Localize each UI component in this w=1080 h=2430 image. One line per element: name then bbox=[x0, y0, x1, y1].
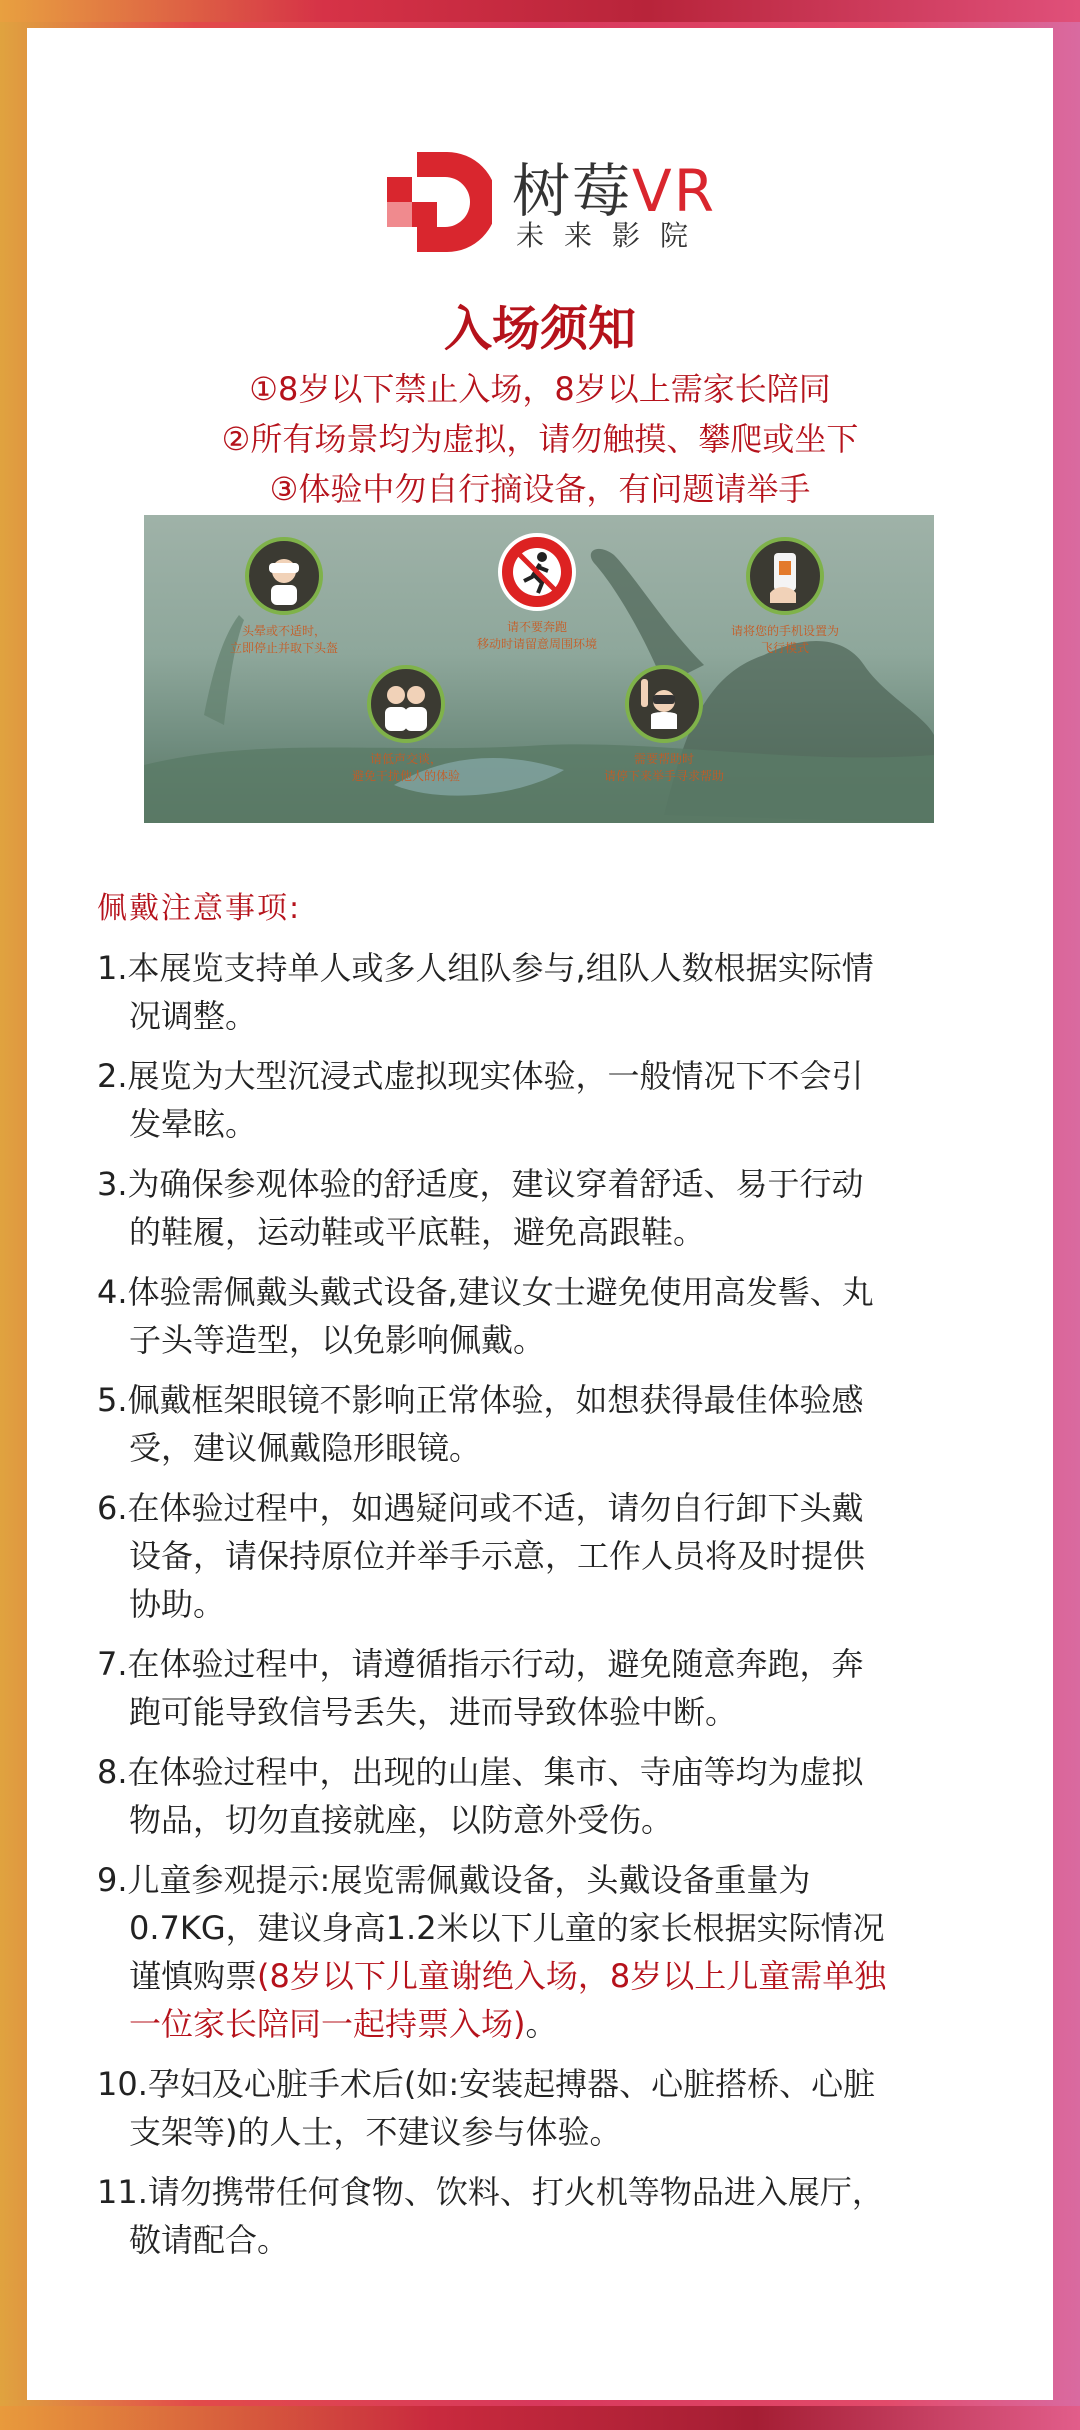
tip-caption: 请不要奔跑 移动时请留意周围环境 bbox=[476, 620, 597, 651]
item-line: 子头等造型，以免影响佩戴。 bbox=[129, 1321, 546, 1359]
list-item bbox=[97, 1376, 1017, 1472]
brand-subtitle: 未来影院 bbox=[516, 219, 709, 252]
item-line: 支架等)的人士，不建议参与体验。 bbox=[129, 2113, 622, 2151]
headset-remove-icon bbox=[245, 537, 323, 615]
tip-quiet bbox=[306, 665, 506, 785]
notice-rule-2: ②所有场景均为虚拟，请勿触摸、攀爬或坐下 bbox=[221, 420, 859, 458]
bottom-frame bbox=[0, 2406, 1080, 2430]
item-line: 5.佩戴框架眼镜不影响正常体验，如想获得最佳体验感 bbox=[97, 1381, 864, 1419]
item-line: 10.孕妇及心脏手术后(如:安装起搏器、心脏搭桥、心脏 bbox=[97, 2065, 876, 2103]
brand-logo bbox=[360, 124, 780, 254]
tip-caption: 需要帮助时 请停下来举手寻求帮助 bbox=[603, 752, 724, 783]
item-line: 1.本展览支持单人或多人组队参与,组队人数根据实际情 bbox=[97, 949, 874, 987]
item-line: 的鞋履，运动鞋或平底鞋，避免高跟鞋。 bbox=[129, 1213, 706, 1251]
tip-caption: 头晕或不适时， 立即停止并取下头盔 bbox=[229, 624, 338, 655]
item-text: 。 bbox=[525, 2005, 558, 2043]
item-line: 况调整。 bbox=[129, 997, 258, 1035]
notice-card bbox=[27, 28, 1053, 2400]
list-item bbox=[97, 1748, 1017, 1844]
tip-no-running bbox=[437, 533, 637, 653]
item-line bbox=[97, 1952, 1017, 2000]
item-line: 4.体验需佩戴头戴式设备,建议女士避免使用高发髻、丸 bbox=[97, 1273, 874, 1311]
item-line: 7.在体验过程中，请遵循指示行动，避免随意奔跑，奔 bbox=[97, 1645, 864, 1683]
list-item bbox=[97, 1052, 1017, 1148]
tip-caption: 请低声交谈， 避免干扰他人的体验 bbox=[351, 752, 460, 783]
item-line: 3.为确保参观体验的舒适度，建议穿着舒适、易于行动 bbox=[97, 1165, 864, 1203]
item-text: 谨慎购票 bbox=[129, 1957, 258, 1995]
item-line bbox=[97, 2000, 1017, 2048]
notice-rule-1: ①8岁以下禁止入场，8岁以上需家长陪同 bbox=[249, 370, 831, 408]
item-line: 0.7KG，建议身高1.2米以下儿童的家长根据实际情况 bbox=[129, 1909, 885, 1947]
item-line: 2.展览为大型沉浸式虚拟现实体验，一般情况下不会引 bbox=[97, 1057, 864, 1095]
section-title: 佩戴注意事项: bbox=[97, 891, 302, 926]
item-line: 物品，切勿直接就座，以防意外受伤。 bbox=[129, 1801, 674, 1839]
brand-name: 树莓VR bbox=[512, 157, 716, 225]
phone-airplane-icon bbox=[746, 537, 824, 615]
logo-mark-icon bbox=[387, 152, 492, 252]
list-item bbox=[97, 944, 1017, 1040]
quiet-people-icon bbox=[367, 665, 445, 743]
safety-illustration bbox=[144, 515, 934, 823]
tip-phone bbox=[685, 537, 885, 657]
notice-rule-3: ③体验中勿自行摘设备，有问题请举手 bbox=[269, 470, 811, 508]
notice-title: 入场须知 bbox=[443, 301, 636, 357]
item-line: 发晕眩。 bbox=[129, 1105, 258, 1143]
list-item bbox=[97, 1856, 1017, 2048]
list-item bbox=[97, 2060, 1017, 2156]
item-line: 9.儿童参观提示:展览需佩戴设备，头戴设备重量为 bbox=[97, 1861, 811, 1899]
raise-hand-icon bbox=[625, 665, 703, 743]
item-warning-text: (8岁以下儿童谢绝入场，8岁以上儿童需单独 bbox=[257, 1957, 887, 1995]
item-line: 受，建议佩戴隐形眼镜。 bbox=[129, 1429, 482, 1467]
item-warning-text: 一位家长陪同一起持票入场) bbox=[129, 2005, 526, 2043]
top-frame bbox=[0, 0, 1080, 22]
notes-list bbox=[97, 944, 1017, 2276]
list-item bbox=[97, 1484, 1017, 1628]
tip-caption: 请将您的手机设置为 飞行模式 bbox=[730, 624, 839, 655]
list-item bbox=[97, 1268, 1017, 1364]
item-line: 设备，请保持原位并举手示意，工作人员将及时提供 bbox=[129, 1537, 866, 1575]
item-line: 跑可能导致信号丢失，进而导致体验中断。 bbox=[129, 1693, 738, 1731]
no-running-icon bbox=[498, 533, 576, 611]
item-line: 6.在体验过程中，如遇疑问或不适，请勿自行卸下头戴 bbox=[97, 1489, 864, 1527]
list-item bbox=[97, 1160, 1017, 1256]
tip-raise-hand bbox=[564, 665, 764, 785]
item-line: 8.在体验过程中，出现的山崖、集市、寺庙等均为虚拟 bbox=[97, 1753, 864, 1791]
item-line: 敬请配合。 bbox=[129, 2221, 290, 2259]
list-item bbox=[97, 1640, 1017, 1736]
tip-headset bbox=[184, 537, 384, 657]
item-line: 11.请勿携带任何食物、饮料、打火机等物品进入展厅， bbox=[97, 2173, 884, 2211]
list-item bbox=[97, 2168, 1017, 2264]
item-line: 协助。 bbox=[129, 1585, 226, 1623]
